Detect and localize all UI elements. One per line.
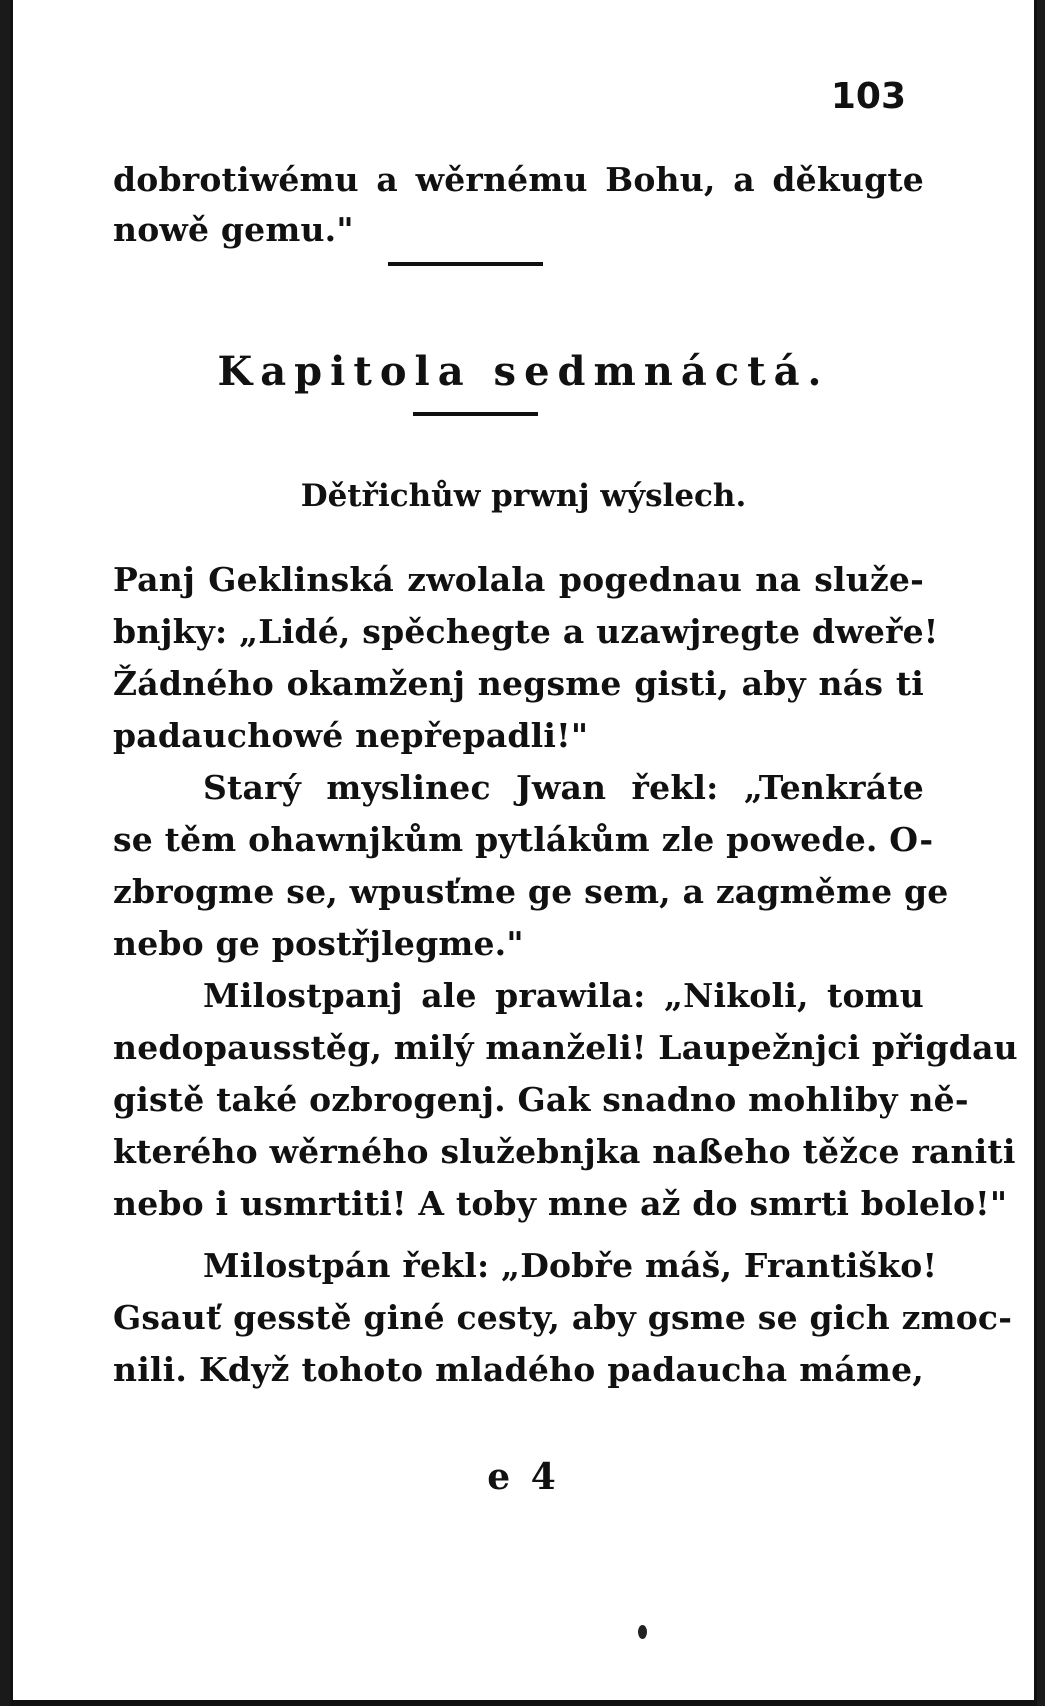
text-line: kterého wěrného služebnjka naßeho těžce raniti [113,1132,1016,1171]
text-line: Starý myslinec Jwan řekl: „Tenkráte [203,768,924,807]
chapter-title: Kapitola sedmnáctá. [217,348,830,395]
text-line: bnjky: „Lidé, spěchegte a uzawjregte dweře! [113,612,939,651]
text-line: Milostpán řekl: „Dobře máš, Františko! [203,1246,938,1285]
divider-rule [388,262,543,266]
text-line: gistě také ozbrogenj. Gak snadno mohliby ně- [113,1080,969,1119]
text-line: nebo i usmrtiti! A toby mne až do smrti bolelo!" [113,1184,1008,1223]
ink-spot [638,1625,647,1639]
text-line: se těm ohawnjkům pytlákům zle powede. O- [113,820,934,859]
text-line: padauchowé nepřepadli!" [113,716,589,755]
chapter-subtitle: Dětřichůw prwnj wýslech. [300,478,747,514]
text-line: Žádného okamženj negsme gisti, aby nás ti [113,664,924,703]
book-page [10,0,1037,1706]
text-line: nedopausstěg, milý manželi! Laupežnjci přigdau [113,1028,1018,1067]
page-number: 103 [830,76,906,117]
signature-mark: e 4 [487,1456,560,1498]
text-line: nowě gemu." [113,210,354,249]
text-line: dobrotiwému a wěrnému Bohu, a děkugte [113,160,924,199]
text-line: Milostpanj ale prawila: „Nikoli, tomu [203,976,924,1015]
text-line: Panj Geklinská zwolala pogednau na služe- [113,560,924,599]
text-line: zbrogme se, wpusťme ge sem, a zagměme ge [113,872,949,911]
divider-rule [413,412,538,416]
text-line: nili. Když tohoto mladého padaucha máme, [113,1350,924,1389]
text-line: nebo ge postřjlegme." [113,924,524,963]
text-line: Gsauť gesstě giné cesty, aby gsme se gich zmoc- [113,1298,1013,1337]
